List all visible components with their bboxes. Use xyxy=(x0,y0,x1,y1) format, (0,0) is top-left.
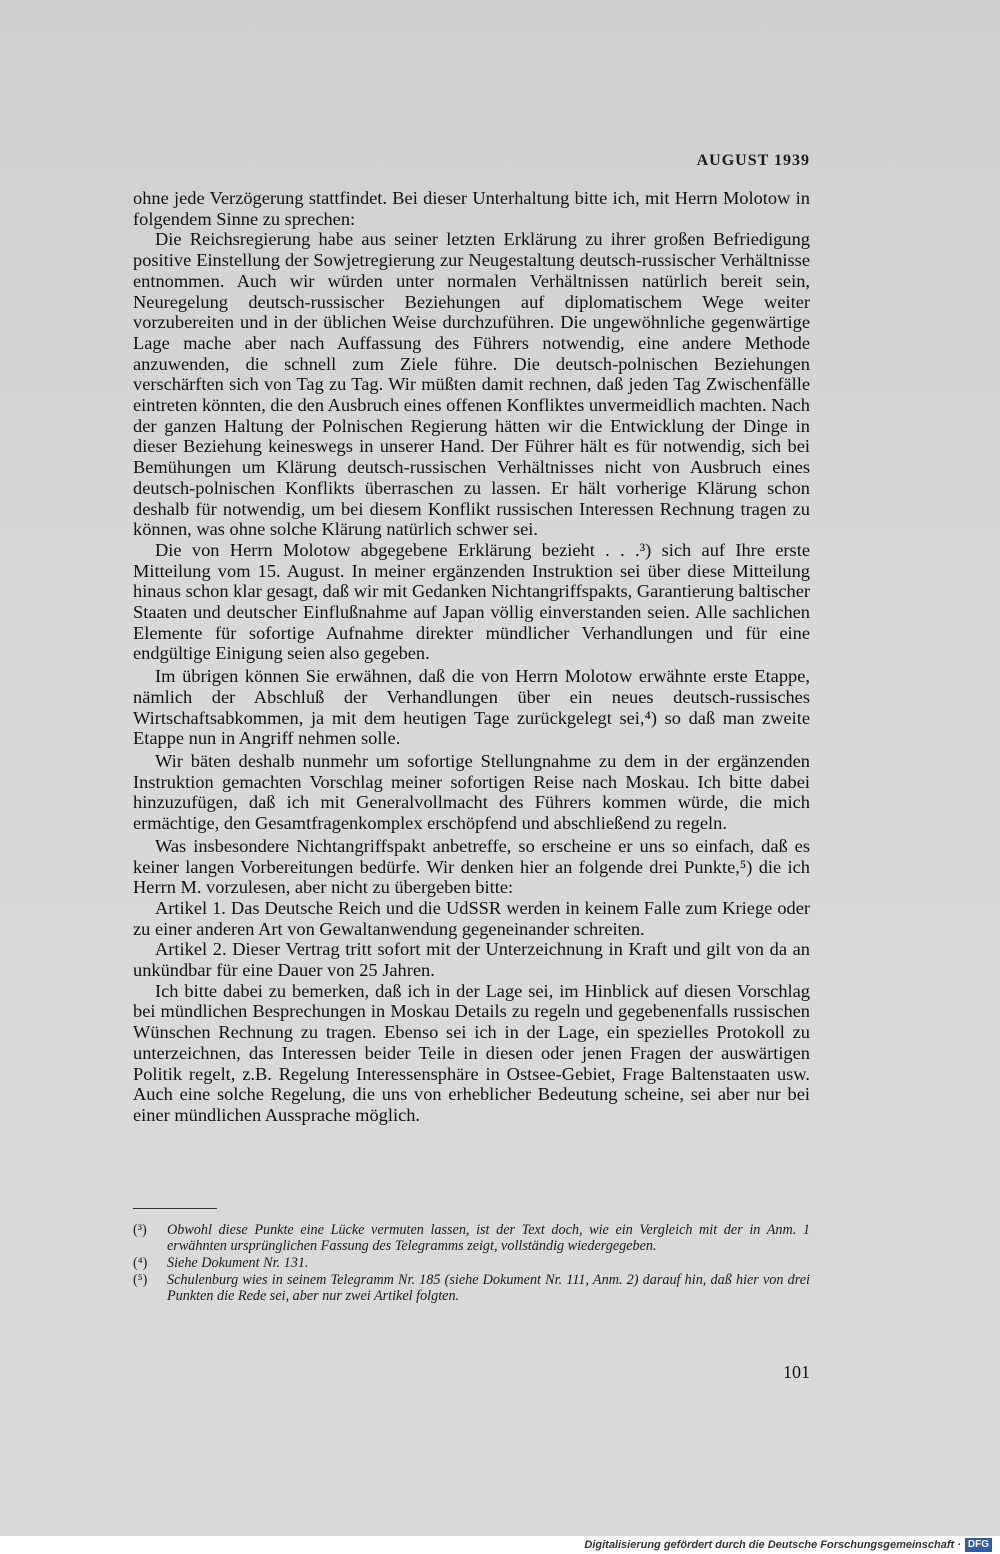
running-head: AUGUST 1939 xyxy=(696,152,810,169)
footnote xyxy=(133,1255,810,1271)
footnote xyxy=(133,1222,810,1254)
paragraph: Wir bäten deshalb nunmehr um sofortige Stellungnahme zu dem in der ergänzenden Instruktion gemachten Vorschlag meiner sofortigen Reise nach Moskau. Ich bitte dabei hinzuzufügen, daß ich mit Generalvollmacht des Führers kommen würde, die mich ermächtige, den Gesamtfragenkomplex erschöpfend und abschließend zu regeln. xyxy=(133,750,810,834)
paragraph: Ich bitte dabei zu bemerken, daß ich in der Lage sei, im Hinblick auf diesen Vorschlag bei mündlichen Besprechungen in Moskau Details zu regeln und gegebenenfalls russischen Wünschen Rechnung zu tragen. Ebenso sei ich in der Lage, ein spezielles Protokoll zu unterzeichnen, das Interessen beider Teile in diesen oder jenen Fragen der auswärtigen Politik regelt, z.B. Regelung Interessensphäre in Ostsee-Gebiet, Frage Baltenstaaten usw. Auch eine solche Regelung, die uns von erheblicher Bedeutung scheine, sei aber nur bei einer mündlichen Aussprache möglich. xyxy=(133,980,810,1125)
credit-bar xyxy=(0,1536,1000,1554)
footnote-number: (⁵) xyxy=(133,1272,148,1288)
paragraph: Artikel 2. Dieser Vertrag tritt sofort mit der Unterzeichnung in Kraft und gilt von da an unkündbar für eine Dauer von 25 Jahren. xyxy=(133,939,810,981)
paragraph: ohne jede Verzögerung stattfindet. Bei dieser Unterhaltung bitte ich, mit Herrn Molotow in folgendem Sinne zu sprechen: xyxy=(133,188,810,229)
paragraph: Die von Herrn Molotow abgegebene Erklärung bezieht . . .³) sich auf Ihre erste Mitteilung vom 15. August. In meiner ergänzenden Instruktion sei über diese Mitteilung hinaus schon klar gesagt, daß wir mit Gedanken Nichtangriffspakts, Garantierung baltischer Staaten und deutscher Einflußnahme auf Japan völlig einverstanden seien. Alle sachlichen Elemente für sofortige Aufnahme direkter mündlicher Verhandlungen und für eine endgültige Einigung seien also gegeben. xyxy=(133,539,810,664)
paragraph: Im übrigen können Sie erwähnen, daß die von Herrn Molotow erwähnte erste Etappe, nämlich der Abschluß der Verhandlungen über ein neues deutsch-russisches Wirtschaftsabkommen, ja mit dem heutigen Tage zurückgelegt sei,⁴) so daß man zweite Etappe nun in Angriff nehmen solle. xyxy=(133,666,810,749)
paragraph: Die Reichsregierung habe aus seiner letzten Erklärung zu ihrer großen Befriedigung positive Einstellung der Sowjetregierung zur Neugestaltung deutsch-russischer Verhältnisse entnommen. Auch wir würden unter normalen Verhältnissen natürlich bereit sein, Neuregelung deutsch-russischer Beziehungen auf diplomatischem Wege weiter vorzubereiten und in der üblichen Weise durchzuführen. Die ungewöhnliche gegenwärtige Lage mache aber nach Auffassung des Führers notwendig, eine andere Methode anzuwenden, die schnell zum Ziele führe. Die deutsch-polnischen Beziehungen verschärften sich von Tag zu Tag. Wir müßten damit rechnen, daß jeden Tag Zwischenfälle eintreten könnten, die den Ausbruch eines offenen Konfliktes unvermeidlich machten. Nach der ganzen Haltung der Polnischen Regierung hätten wir die Entwicklung der Dinge in dieser Beziehung keineswegs in unserer Hand. Der Führer hält es für notwendig, sich bei Bemühungen um Klärung deutsch-russischen Verhältnisses nicht von Ausbruch eines deutsch-polnischen Konflikts überraschen zu lassen. Er hält vorherige Klärung schon deshalb für notwendig, um bei diesem Konflikt russischen Interessen Rechnung tragen zu können, was ohne solche Klärung natürlich schwer sei. xyxy=(133,229,810,540)
footnote-rule xyxy=(133,1208,217,1209)
footnotes xyxy=(133,1222,810,1305)
credit-text: Digitalisierung gefördert durch die Deutsche Forschungsgemeinschaft · xyxy=(584,1539,961,1551)
paragraph: Was insbesondere Nichtangriffspakt anbetreffe, so erscheine er uns so einfach, daß es keiner langen Vorbereitungen bedürfe. Wir denken hier an folgende drei Punkte,⁵) die ich Herrn M. vorzulesen, aber nicht zu übergeben bitte: xyxy=(133,835,810,898)
footnote-text: Obwohl diese Punkte eine Lücke vermuten lassen, ist der Text doch, wie ein Vergleich mit der in Anm. 1 erwähnten ursprünglichen Fassung des Telegramms zeigt, vollständig wiedergegeben. xyxy=(167,1222,810,1254)
footnote-text: Schulenburg wies in seinem Telegramm Nr. 185 (siehe Dokument Nr. 111, Anm. 2) darauf hin, daß hier von drei Punkten die Rede sei, aber nur zwei Artikel folgten. xyxy=(167,1272,810,1304)
footnote xyxy=(133,1272,810,1304)
body-text xyxy=(133,188,810,1126)
page-number: 101 xyxy=(783,1362,810,1382)
dfg-logo[interactable]: DFG xyxy=(965,1538,992,1552)
footnote-number: (⁴) xyxy=(133,1255,148,1271)
paragraph: Artikel 1. Das Deutsche Reich und die UdSSR werden in keinem Falle zum Kriege oder zu einer anderen Art von Gewaltanwendung gegeneinander schreiten. xyxy=(133,897,810,939)
footnote-text: Siehe Dokument Nr. 131. xyxy=(167,1255,309,1271)
footnote-number: (³) xyxy=(133,1222,147,1238)
